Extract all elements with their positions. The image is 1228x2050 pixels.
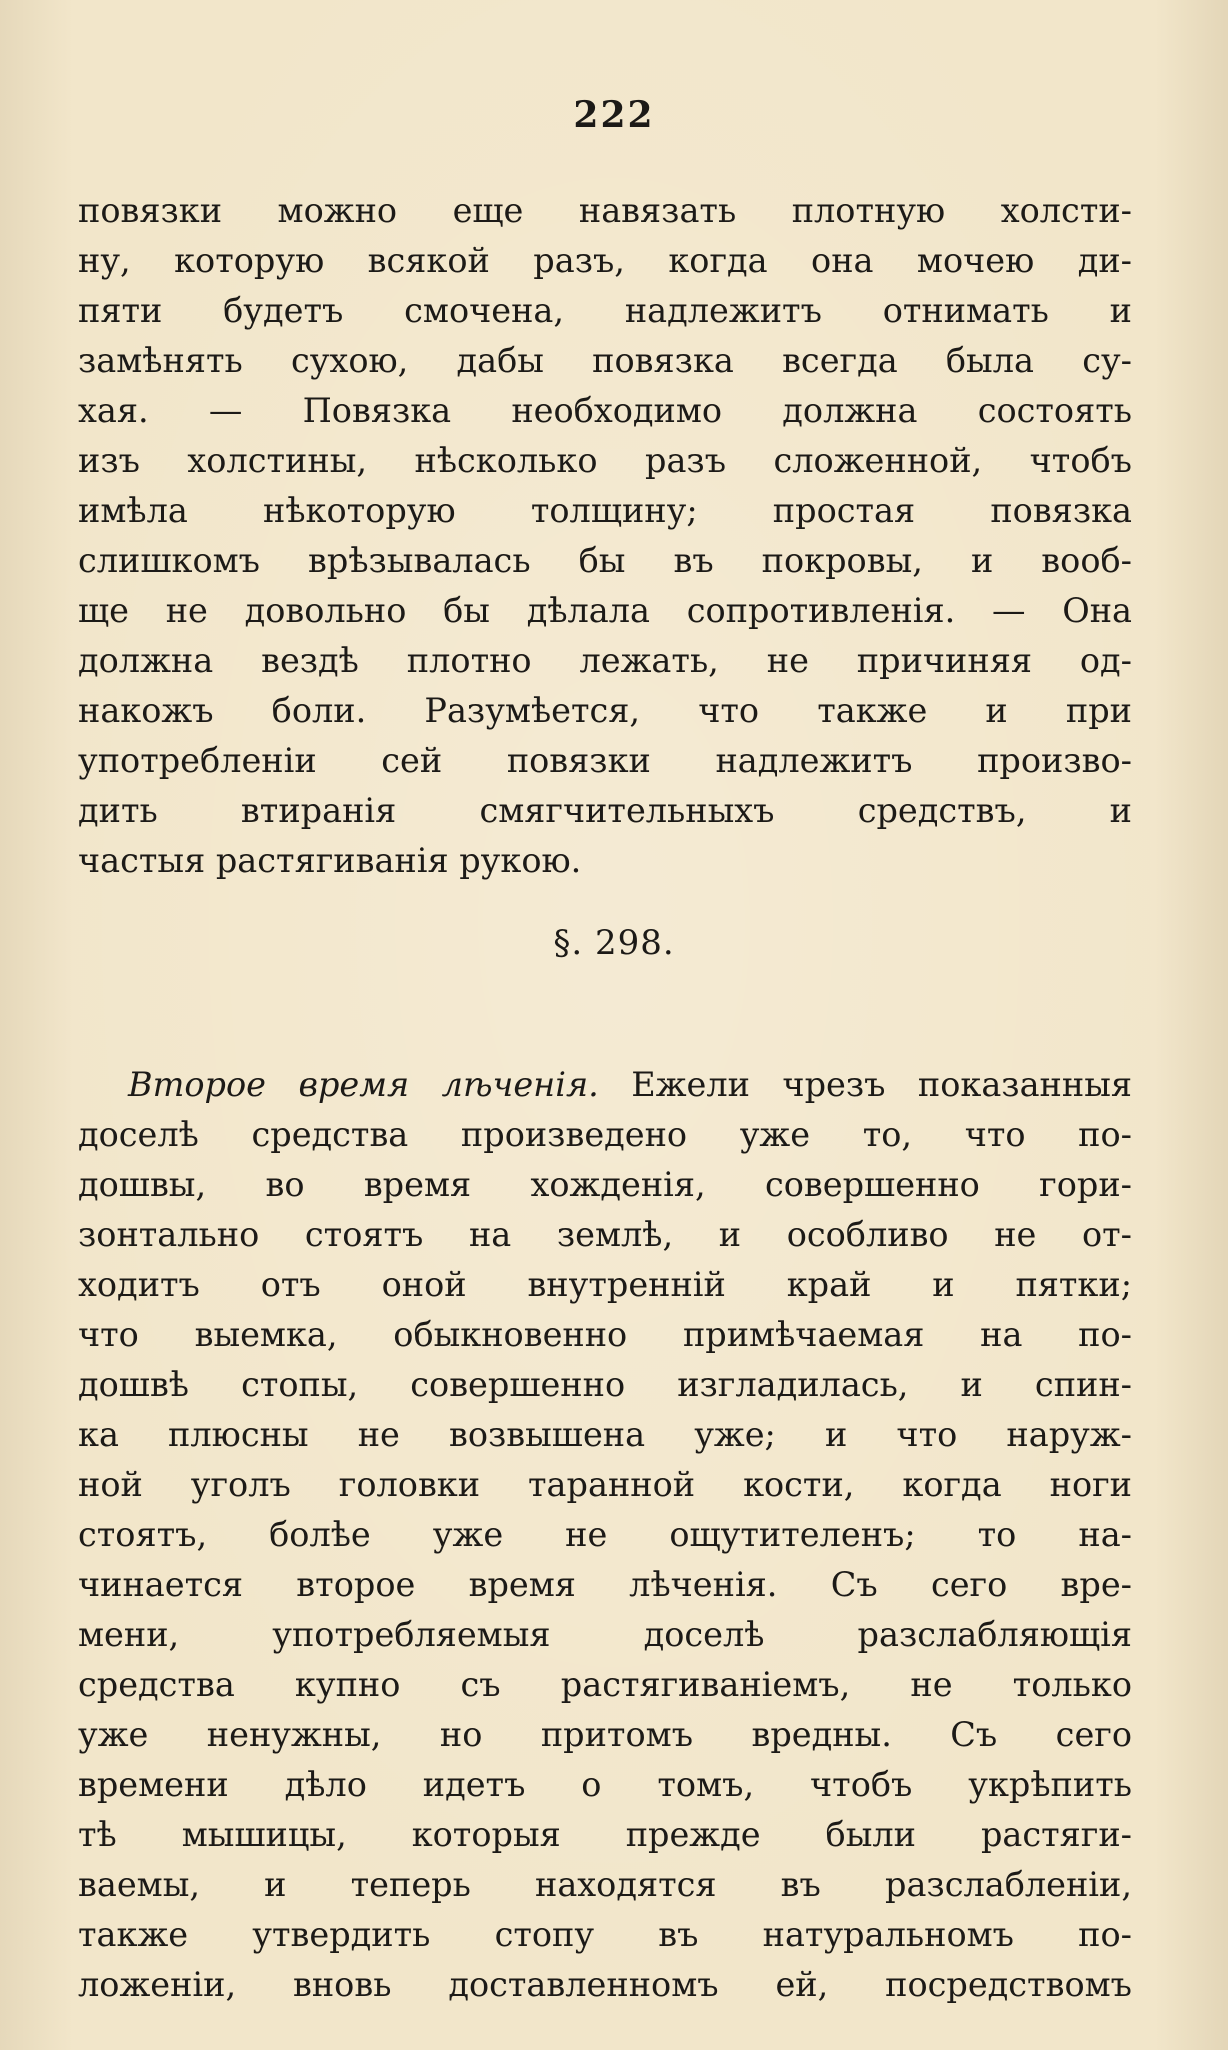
text-line: средства купно съ растягиваніемъ, не только xyxy=(78,1665,1132,1704)
paragraph-lead-italic: Второе время лѣченія. xyxy=(128,1065,599,1104)
text-line: также утвердить стопу въ натуральномъ по- xyxy=(78,1915,1132,1954)
text-line: ка плюсны не возвышена уже; и что наруж- xyxy=(78,1415,1132,1454)
text-line: ной уголъ головки таранной кости, когда ноги xyxy=(78,1465,1132,1504)
text-line: изъ холстины, нѣсколько разъ сложенной, чтобъ xyxy=(78,441,1132,480)
text-line: частыя растягиванія рукою. xyxy=(78,841,582,880)
text-line: мени, употребляемыя доселѣ разслабляющія xyxy=(78,1615,1132,1654)
text-line: дошвѣ стопы, совершенно изгладилась, и спин- xyxy=(78,1365,1132,1404)
text-line: повязки можно еще навязать плотную холсти- xyxy=(78,191,1132,230)
text-line: накожъ боли. Разумѣется, что также и при xyxy=(78,691,1132,730)
paragraph-continued xyxy=(78,186,1132,886)
page-number: 222 xyxy=(573,94,655,136)
text-line: стоятъ, болѣе уже не ощутителенъ; то на- xyxy=(78,1515,1132,1554)
text-line: употребленіи сей повязки надлежитъ произво- xyxy=(78,741,1132,780)
text-line: зонтально стоятъ на землѣ, и особливо не от- xyxy=(78,1215,1132,1254)
text-line: замѣнять сухою, дабы повязка всегда была су- xyxy=(78,341,1132,380)
text-line: дить втиранія смягчительныхъ средствъ, и xyxy=(78,791,1132,830)
text-line: пяти будетъ смочена, надлежитъ отнимать и xyxy=(78,291,1132,330)
text-line: ходитъ отъ оной внутренній край и пятки; xyxy=(78,1265,1132,1304)
paragraph-first-line-rest: Ежели чрезъ показанныя xyxy=(631,1065,1132,1104)
text-line: должна вездѣ плотно лежать, не причиняя од- xyxy=(78,641,1132,680)
text-line: что выемка, обыкновенно примѣчаемая на по- xyxy=(78,1315,1132,1354)
text-line: доселѣ средства произведено уже то, что по- xyxy=(78,1115,1132,1154)
paragraph-second-period xyxy=(78,1060,1132,2010)
section-heading: §. 298. xyxy=(553,923,675,963)
text-line: ще не довольно бы дѣлала сопротивленія. — Она xyxy=(78,591,1132,630)
text-line: дошвы, во время хожденія, совершенно гори- xyxy=(78,1165,1132,1204)
text-line: тѣ мышицы, которыя прежде были растяги- xyxy=(78,1815,1132,1854)
text-line: хая. — Повязка необходимо должна состоять xyxy=(78,391,1132,430)
text-line: слишкомъ врѣзывалась бы въ покровы, и вооб- xyxy=(78,541,1132,580)
paragraph-first-line xyxy=(78,1060,1132,1110)
text-line: ну, которую всякой разъ, когда она мочею ди- xyxy=(78,241,1132,280)
text-line: ложеніи, вновь доставленномъ ей, посредствомъ xyxy=(78,1965,1132,2004)
text-line: ваемы, и теперь находятся въ разслабленіи, xyxy=(78,1865,1132,1904)
text-line: времени дѣло идетъ о томъ, чтобъ укрѣпить xyxy=(78,1765,1132,1804)
text-line: уже ненужны, но притомъ вредны. Съ сего xyxy=(78,1715,1132,1754)
text-line: чинается второе время лѣченія. Съ сего вре- xyxy=(78,1565,1132,1604)
text-line: имѣла нѣкоторую толщину; простая повязка xyxy=(78,491,1132,530)
